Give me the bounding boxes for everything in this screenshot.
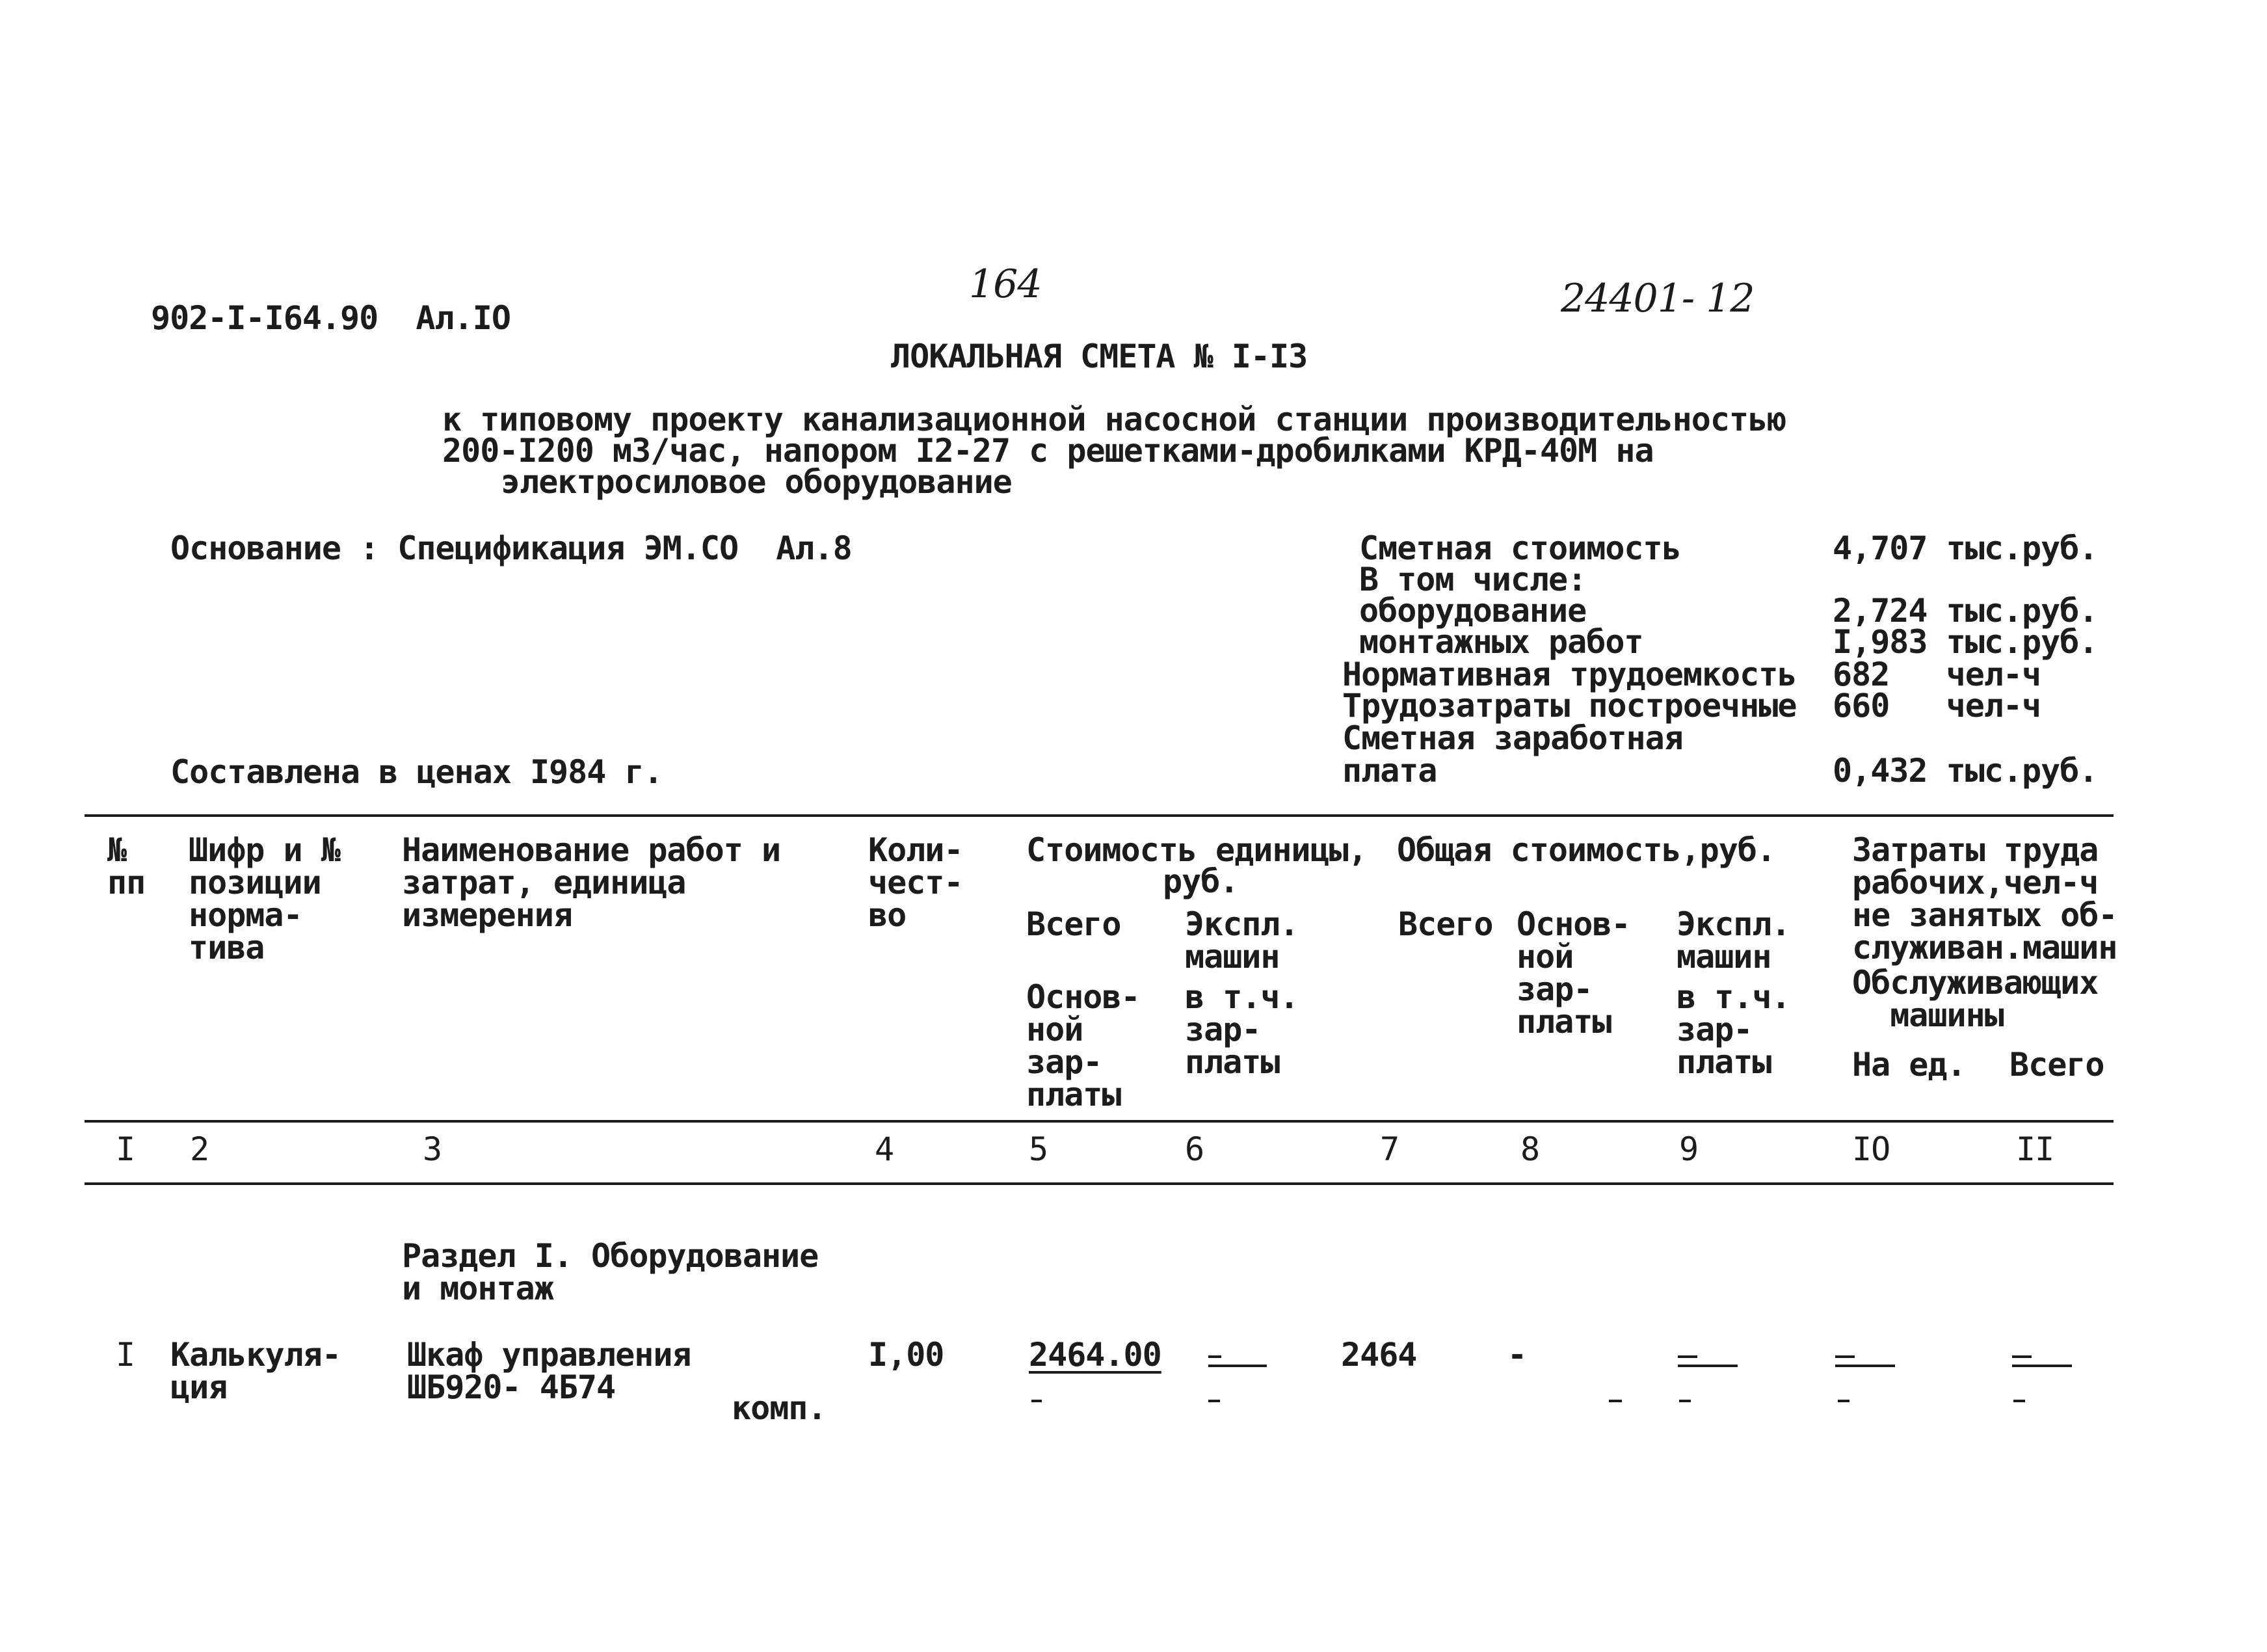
- summary-value: 4,707 тыс.руб.: [1833, 529, 2098, 567]
- row-name: Шкаф управления ШБ920- 4Б74: [407, 1336, 691, 1406]
- summary-label: монтажных работ: [1359, 623, 1643, 661]
- row-total: 2464: [1341, 1336, 1417, 1374]
- column-number: 9: [1679, 1130, 1699, 1168]
- row-unit-total: 2464.00: [1029, 1336, 1161, 1374]
- page-number: 164: [969, 261, 1042, 307]
- summary-value: I,983 тыс.руб.: [1833, 623, 2098, 661]
- doc-code: 902-I-I64.90 Ал.IO: [151, 299, 510, 337]
- header-labor-costs: Затраты труда рабочих,чел-ч не занятых об- служиван.машин: [1852, 831, 2117, 966]
- summary-label: Сметная заработная: [1342, 719, 1683, 757]
- header-total-main-wage: Основ- ной зар- платы: [1517, 905, 1630, 1041]
- table-top-rule: [85, 814, 2114, 817]
- empty-value-dash: [1835, 1365, 1895, 1367]
- subtitle-line-3: электросиловое оборудование: [501, 463, 1012, 501]
- column-number: 2: [190, 1130, 209, 1168]
- subtitle-line-1: к типовому проекту канализационной насосной станции производительностью: [442, 401, 1786, 438]
- summary-value: 660 чел-ч: [1833, 687, 2041, 725]
- column-number: 4: [875, 1130, 894, 1168]
- header-code: Шифр и № позиции норма- тива: [189, 831, 340, 966]
- empty-value-dash: [1678, 1365, 1738, 1367]
- column-number: 6: [1185, 1130, 1204, 1168]
- header-unit-cost: Стоимость единицы,: [1026, 831, 1367, 869]
- prices-text: Составлена в ценах I984 г.: [170, 753, 663, 791]
- header-servicing-machines: Обслуживающих машины: [1852, 964, 2099, 1034]
- header-unit-cost-rub: руб.: [1163, 862, 1239, 900]
- summary-label: В том числе:: [1359, 561, 1587, 598]
- empty-value-dash: [2013, 1400, 2025, 1402]
- summary-label: плата: [1342, 752, 1437, 790]
- column-number: 7: [1380, 1130, 1399, 1168]
- column-number: 5: [1029, 1130, 1048, 1168]
- empty-value-dash: [1031, 1400, 1042, 1402]
- empty-value-dash: [1208, 1355, 1221, 1358]
- row-unit: комп.: [732, 1389, 827, 1427]
- column-numbers-rule: [85, 1182, 2114, 1185]
- empty-value-dash: [1678, 1355, 1697, 1358]
- header-unit-machines: Экспл. машин: [1185, 905, 1299, 976]
- summary-value: 0,432 тыс.руб.: [1833, 752, 2098, 790]
- header-work-name: Наименование работ и затрат, единица измерения: [402, 831, 781, 934]
- empty-value-dash: [1838, 1400, 1849, 1402]
- row-main-wage: -: [1507, 1336, 1527, 1374]
- row-code: Калькуля- ция: [170, 1336, 341, 1406]
- header-unit-main-wage: Основ- ной зар- платы: [1026, 978, 1140, 1113]
- row-number: I: [116, 1336, 135, 1374]
- empty-value-dash: [1609, 1400, 1622, 1402]
- summary-value: 682 чел-ч: [1833, 656, 2041, 693]
- summary-label: оборудование: [1359, 592, 1587, 630]
- header-row-number: № пп: [107, 831, 146, 901]
- header-unit-machines-wage: в т.ч. зар- платы: [1185, 978, 1299, 1081]
- header-total-cost: Общая стоимость,руб.: [1397, 831, 1776, 869]
- estimate-title: ЛОКАЛЬНАЯ СМЕТА № I-I3: [891, 338, 1308, 375]
- empty-value-dash: [2012, 1365, 2072, 1367]
- header-total-machines: Экспл. машин: [1677, 905, 1790, 976]
- header-bottom-rule: [85, 1120, 2114, 1123]
- summary-label: Нормативная трудоемкость: [1342, 656, 1797, 693]
- basis-text: Основание : Спецификация ЭМ.СО Ал.8: [170, 529, 852, 567]
- subtitle-line-2: 200-I200 м3/час, напором I2-27 с решетками-дробилками КРД-40М на: [442, 432, 1654, 470]
- header-labor-per-unit: На ед.: [1852, 1046, 1966, 1084]
- summary-label: Сметная стоимость: [1359, 529, 1681, 567]
- empty-value-dash: [1208, 1400, 1220, 1402]
- empty-value-dash: [2012, 1355, 2032, 1358]
- header-quantity: Коли- чест- во: [868, 831, 963, 934]
- summary-value: 2,724 тыс.руб.: [1833, 592, 2098, 630]
- column-number: 8: [1520, 1130, 1540, 1168]
- document-number: 24401- 12: [1561, 276, 1755, 321]
- summary-label: Трудозатраты построечные: [1342, 687, 1797, 725]
- empty-value-dash: [1208, 1365, 1267, 1367]
- column-number: IO: [1852, 1130, 1890, 1168]
- column-number: I: [116, 1130, 135, 1168]
- row-quantity: I,00: [868, 1336, 944, 1374]
- column-number: 3: [423, 1130, 442, 1168]
- header-unit-total: Всего: [1026, 905, 1121, 943]
- header-labor-total: Всего: [2009, 1046, 2104, 1084]
- header-total-machines-wage: в т.ч. зар- платы: [1677, 978, 1790, 1081]
- header-total: Всего: [1398, 905, 1493, 943]
- section-heading: Раздел I. Оборудование и монтаж: [402, 1237, 819, 1307]
- column-number: II: [2016, 1130, 2054, 1168]
- empty-value-dash: [1835, 1355, 1855, 1358]
- empty-value-dash: [1679, 1400, 1691, 1402]
